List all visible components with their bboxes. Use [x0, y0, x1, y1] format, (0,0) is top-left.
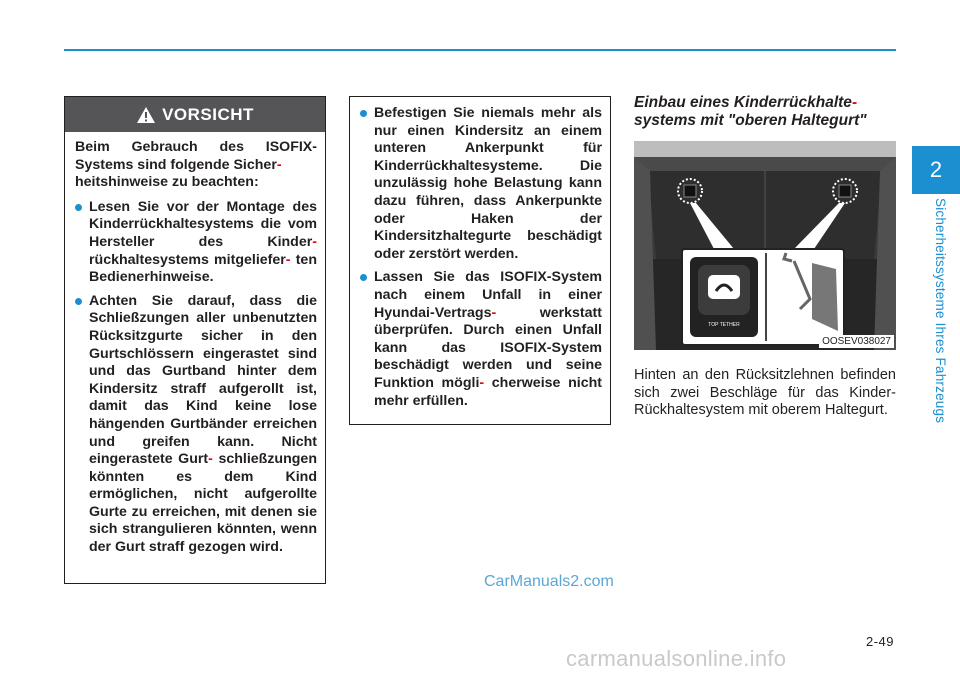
list-item: Lesen Sie vor der Montage des Kinderrückhaltesystems die vom Hersteller des Kinder- rückhaltesystems mitgeliefer- ten Bedienerhinweise.: [75, 199, 317, 287]
section-heading: Einbau eines Kinderrückhalte- systems mit "oberen Haltegurt": [634, 94, 867, 129]
warning-icon: [136, 106, 156, 124]
top-rule: [64, 49, 896, 51]
chapter-tab[interactable]: [912, 146, 960, 194]
caution-box-continued: [349, 96, 611, 425]
list-item: Befestigen Sie niemals mehr als nur einen Kindersitz an einem unteren Ankerpunkt für Kinderrückhaltesysteme. Die unzulässig hohe Belastung kann dazu führen, dass Ankerpunkte oder Haken der Kindersitzhaltegurte beschädigt oder zerstört werden.: [360, 105, 602, 263]
tether-anchor-figure: [634, 141, 896, 350]
hyphen: -: [312, 233, 317, 250]
list-item: Achten Sie darauf, dass die Schließzungen aller unbenutzten Rücksitzgurte sicher in den Gurtschlössern eingerastet sind und das Gurtband hinter dem Kindersitz straff aufgerollt ist, damit das Kind keine lose hängenden Gurtbänder erreichen und greifen kann. Nicht eingerastete Gurt- schließzungen könnten es dem Kind ermöglichen, nicht aufgerollte Gurte zu erreichen, mit denen sie sich strangulieren könnten, wenn der Gurt straff gezogen wird.: [75, 293, 317, 557]
caution-body: [65, 132, 325, 557]
body-paragraph: Hinten an den Rücksitzlehnen befinden sich zwei Beschläge für das Kinder-Rückhaltesystem mit oberem Haltegurt.: [634, 367, 896, 418]
bullet-icon: [360, 110, 367, 117]
caution-list-continued: [360, 105, 602, 410]
figure-label: TOP TETHER: [708, 322, 740, 328]
list-item: Lassen Sie das ISOFIX-System nach einem Unfall in einer Hyundai-Vertrags- werkstatt überprüfen. Durch einen Unfall kann das ISOFIX-System beschädigt werden und seine Funktion mögli- cherweise nicht mehr erfüllen.: [360, 269, 602, 410]
watermark[interactable]: CarManuals2.com: [484, 573, 614, 590]
bullet-icon: [75, 204, 82, 211]
caution-box: [64, 96, 326, 584]
hyphen: -: [208, 451, 213, 468]
bullet-icon: [75, 298, 82, 305]
chapter-title: Sicherheitssysteme Ihres Fahrzeugs: [933, 198, 948, 424]
hyphen: -: [491, 304, 497, 321]
cargo-area-illustration: [634, 141, 896, 350]
page-number: 2-49: [865, 634, 894, 649]
hyphen: -: [276, 156, 282, 173]
caution-header: [65, 97, 325, 132]
caution-title: VORSICHT: [162, 104, 254, 124]
chapter-number: 2: [929, 157, 943, 182]
hyphen: -: [285, 251, 291, 268]
footer-watermark[interactable]: carmanualsonline.info: [566, 646, 787, 671]
hyphen: -: [851, 94, 858, 111]
caution-list: [75, 199, 317, 557]
bullet-icon: [360, 274, 367, 281]
hyphen: -: [479, 374, 485, 391]
caution-intro: Beim Gebrauch des ISOFIX-Systems sind folgende Sicher- heitshinweise zu beachten:: [75, 139, 317, 191]
figure-code: OOSEV038027: [819, 335, 894, 348]
